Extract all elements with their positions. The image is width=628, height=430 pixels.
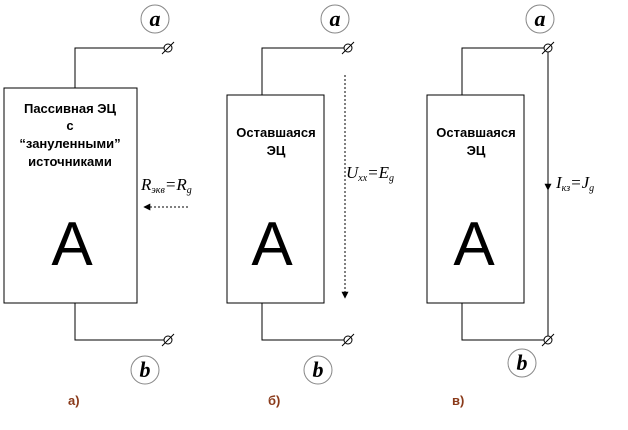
panel-caption: в) (452, 393, 465, 408)
wire-top (75, 48, 165, 88)
wire-top (462, 48, 545, 95)
svg-text:Оставшаяся: Оставшаяся (436, 125, 516, 140)
svg-text:b: b (516, 350, 528, 375)
node-b-label (131, 356, 159, 384)
node-a-label (141, 5, 169, 33)
wire-bottom (75, 303, 165, 340)
node-a-label (321, 5, 349, 33)
svg-text:ЭЦ: ЭЦ (266, 143, 286, 158)
formula-label: Iкз=Jg (556, 173, 595, 194)
terminal-top (342, 42, 354, 54)
panel-c (427, 5, 594, 408)
node-b-label (508, 349, 536, 377)
svg-text:a: a (329, 6, 341, 31)
formula-label: Rэкв=Rg (141, 175, 192, 196)
box-letter: A (51, 210, 93, 279)
terminal-top (162, 42, 174, 54)
svg-text:источниками: источниками (28, 154, 112, 169)
node-a-label (526, 5, 554, 33)
wire-top (262, 48, 345, 95)
terminal-bottom (342, 334, 354, 346)
svg-text:Пассивная ЭЦ: Пассивная ЭЦ (23, 101, 117, 116)
panel-b (227, 5, 394, 408)
terminal-bottom (162, 334, 174, 346)
svg-text:a: a (149, 6, 161, 31)
svg-text:b: b (139, 357, 151, 382)
panel-caption: б) (268, 393, 281, 408)
svg-text:b: b (312, 357, 324, 382)
svg-text:a: a (534, 6, 546, 31)
panel-a (4, 5, 192, 408)
svg-text:с: с (66, 118, 74, 133)
wire-bottom (262, 303, 345, 340)
svg-text:“зануленными”: “зануленными” (19, 136, 121, 151)
box-letter: A (251, 210, 293, 279)
formula-label: Uxx=Eg (346, 163, 395, 184)
wire-bottom (462, 303, 545, 340)
panel-caption: а) (68, 393, 80, 408)
svg-text:Оставшаяся: Оставшаяся (236, 125, 316, 140)
box-letter: A (453, 210, 495, 279)
node-b-label (304, 356, 332, 384)
svg-text:ЭЦ: ЭЦ (466, 143, 486, 158)
